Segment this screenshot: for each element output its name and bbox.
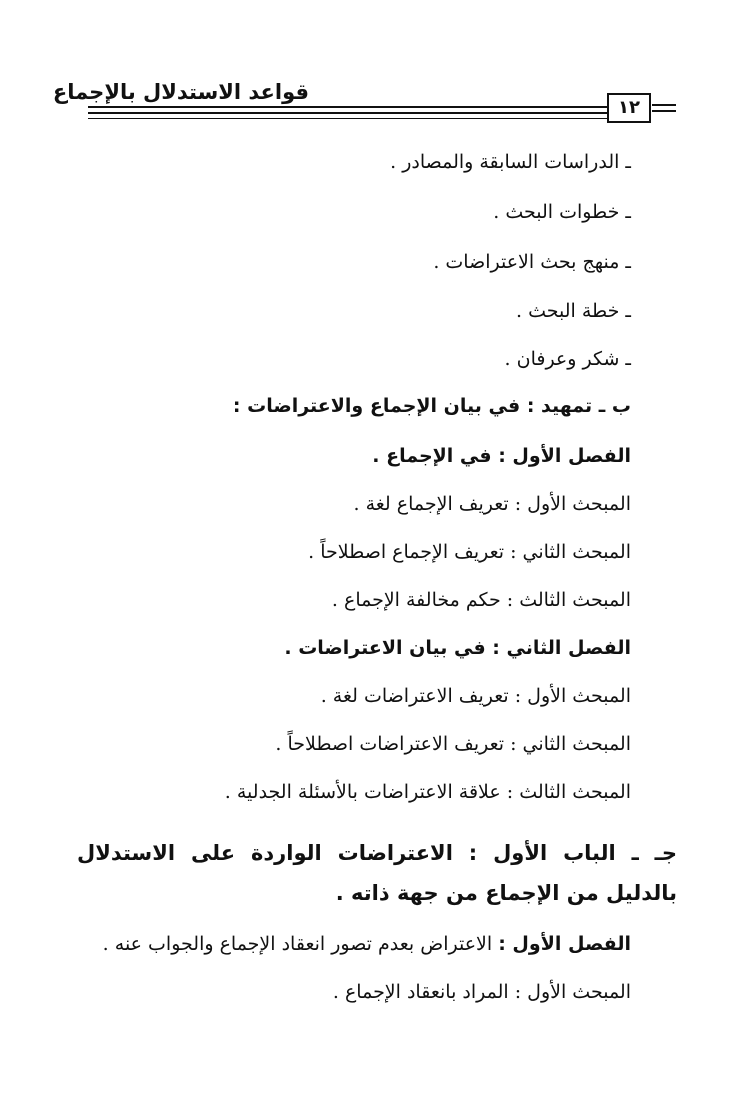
header-rule-end [652, 110, 676, 112]
running-title: قواعد الاستدلال بالإجماع [52, 80, 309, 104]
chapter-heading: الفصل الثاني : في بيان الاعتراضات . [284, 637, 631, 659]
outline-item: ـ منهج بحث الاعتراضات . [433, 251, 631, 273]
part-heading: جـ ـ الباب الأول : الاعتراضات الواردة على الاستدلال بالدليل من الإجماع من جهة ذاته . [77, 841, 677, 905]
chapter-heading: الفصل الأول : الاعتراض بعدم تصور انعقاد الإجماع والجواب عنه . [102, 933, 631, 955]
header-rule [88, 112, 608, 114]
outline-item: ـ الدراسات السابقة والمصادر . [390, 151, 631, 173]
page-number: ١٢ [607, 93, 651, 123]
header-rule [88, 118, 608, 119]
outline-item: المبحث الثالث : علاقة الاعتراضات بالأسئلة الجدلية . [224, 781, 631, 803]
header-rule [88, 106, 608, 108]
outline-item: ـ خطة البحث . [516, 300, 631, 322]
chapter-heading: الفصل الأول : في الإجماع . [372, 445, 631, 467]
outline-item: المبحث الثاني : تعريف الإجماع اصطلاحاً . [308, 541, 631, 563]
outline-item: المبحث الأول : المراد بانعقاد الإجماع . [332, 981, 631, 1003]
outline-item: المبحث الثالث : حكم مخالفة الإجماع . [331, 589, 631, 611]
outline-item: ـ شكر وعرفان . [504, 348, 631, 370]
header-rule-end [652, 104, 676, 106]
outline-item: ـ خطوات البحث . [493, 201, 631, 223]
outline-item: المبحث الأول : تعريف الإجماع لغة . [353, 493, 631, 515]
outline-item: المبحث الأول : تعريف الاعتراضات لغة . [320, 685, 631, 707]
section-heading: ب ـ تمهيد : في بيان الإجماع والاعتراضات : [232, 395, 631, 417]
outline-item: المبحث الثاني : تعريف الاعتراضات اصطلاحاً . [275, 733, 631, 755]
